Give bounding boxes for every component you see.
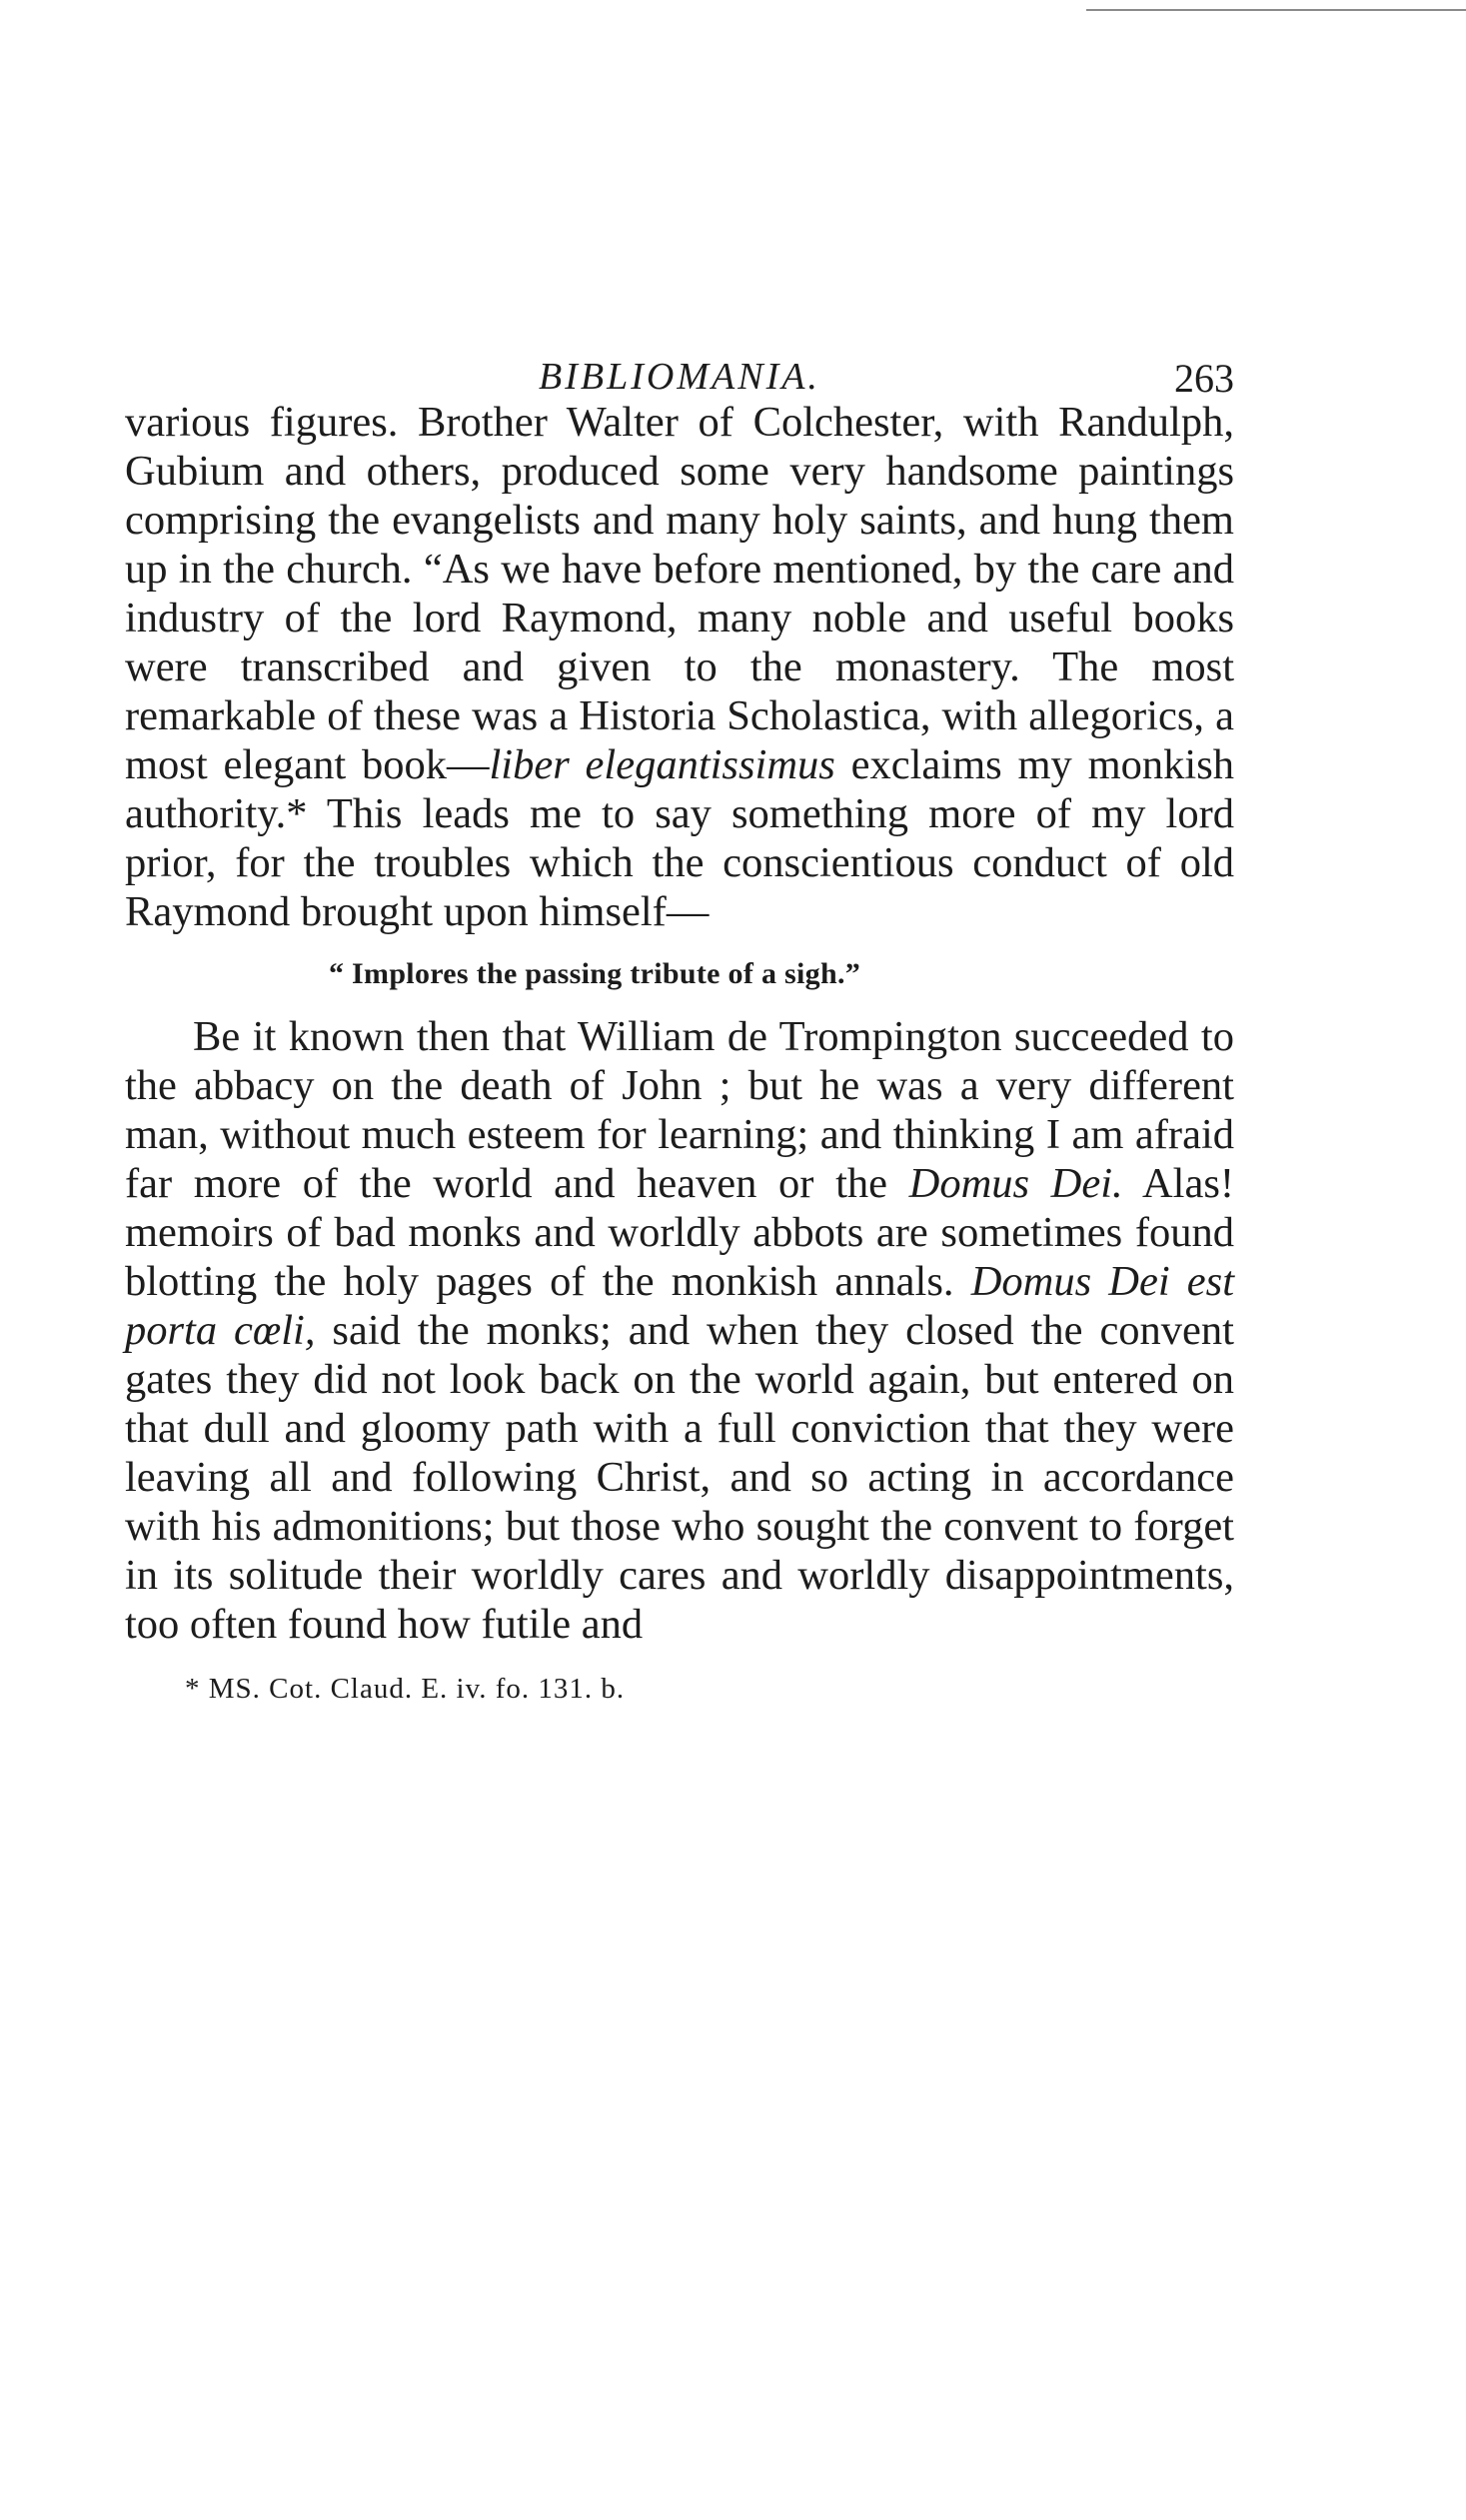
page-number: 263 — [1174, 356, 1234, 401]
paragraph-2-text-c: said the monks; and when they closed the convent gates they did not look back on the world again, but entered on that dull and gloomy path with a full conviction that they were leaving all and following Christ, and so acting in accordance with his admonitions; but those who sought the convent to forget in its solitude their worldly cares and worldly disappointments, too often found how futile and — [125, 1307, 1234, 1648]
paragraph-2 — [125, 1012, 1234, 1649]
paragraph-1-text-a: various figures. Brother Walter of Colchester, with Randulph, Gubium and others, produced some very handsome paintings comprising the evangelists and many holy saints, and hung them up in the church. “As we have before mentioned, by the care and industry of the lord Raymond, many noble and useful books were transcribed and given to the monastery. The most remarkable of these was a Historia Scholastica, with allegorics, a most elegant book— — [125, 399, 1234, 788]
paragraph-1-italic-phrase: liber elegantissimus — [489, 741, 835, 788]
paragraph-1-text-b: exclaims my monkish authority.* This leads me to say something more of my lord prior, for the troubles which the conscientious conduct of old Raymond brought upon himself— — [125, 741, 1234, 935]
paragraph-2-text-b: Alas! memoirs of bad monks and worldly abbots are sometimes found blotting the holy pages of the monkish annals. — [125, 1160, 1235, 1305]
footnote: * MS. Cot. Claud. E. iv. fo. 131. b. — [185, 1673, 626, 1705]
body-text — [125, 398, 1234, 1709]
top-edge-rule — [1086, 9, 1466, 11]
paragraph-2-italic-phrase-1: Domus Dei. — [908, 1160, 1123, 1207]
paragraph-1 — [125, 398, 1234, 936]
verse-quotation: “ Implores the passing tribute of a sigh.” — [328, 957, 861, 990]
paragraph-2-italic-phrase-2: Domus Dei est porta cœli, — [125, 1258, 1235, 1354]
paragraph-2-text-a: Be it known then that William de Trompington succeeded to the abbacy on the death of John ; but he was a very different man, without much esteem for learning; and thinking I am afraid far more of the world and heaven or the — [125, 1013, 1234, 1207]
running-title: BIBLIOMANIA. — [539, 356, 820, 398]
